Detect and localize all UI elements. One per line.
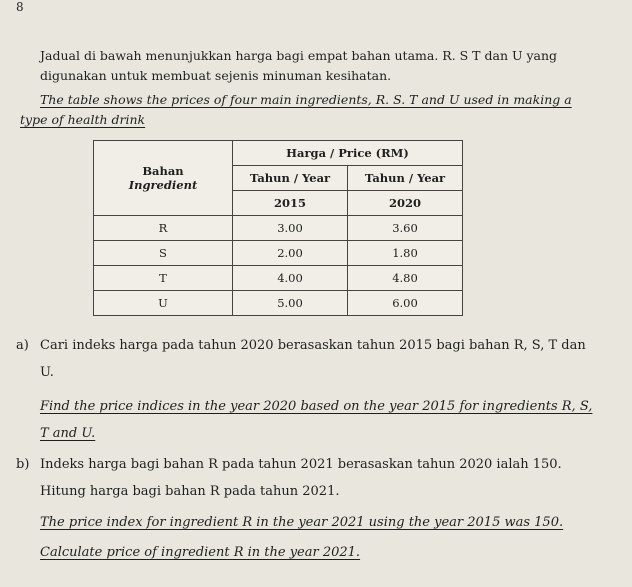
table-row <box>94 216 463 241</box>
table-row <box>94 241 463 266</box>
intro-malay-line2: digunakan untuk membuat sejenis minuman kesihatan. <box>40 68 392 83</box>
part-b-label: b) <box>16 457 30 472</box>
price-2015: 4.00 <box>233 266 348 291</box>
header-year2: Tahun / Year <box>348 166 463 191</box>
price-table <box>93 140 463 316</box>
ingredient-name: U <box>94 291 233 316</box>
year1-cell: 2015 <box>233 191 348 216</box>
part-b-malay-line2: Hitung harga bagi bahan R pada tahun 2021. <box>40 484 340 499</box>
price-2015: 3.00 <box>233 216 348 241</box>
header-ingredient-cell <box>94 141 233 216</box>
ingredient-name: R <box>94 216 233 241</box>
intro-english-line2: type of health drink <box>20 112 146 127</box>
price-2015: 5.00 <box>233 291 348 316</box>
ingredient-name: T <box>94 266 233 291</box>
header-year1: Tahun / Year <box>233 166 348 191</box>
part-b-english-line1: The price index for ingredient R in the year 2021 using the year 2015 was 150. <box>40 515 564 530</box>
table-header-row-1 <box>94 141 463 166</box>
part-a-malay-line2: U. <box>40 365 54 380</box>
part-a-malay-line1: Cari indeks harga pada tahun 2020 berasaskan tahun 2015 bagi bahan R, S, T dan <box>40 338 586 353</box>
price-2020: 4.80 <box>348 266 463 291</box>
intro-english-line1: The table shows the prices of four main ingredients, R. S. T and U used in making a <box>40 92 572 107</box>
part-b-malay-line1: Indeks harga bagi bahan R pada tahun 2021 berasaskan tahun 2020 ialah 150. <box>40 457 562 472</box>
header-price: Harga / Price (RM) <box>233 141 463 166</box>
header-ingredient: Ingredient <box>128 178 198 192</box>
header-bahan: Bahan <box>142 164 184 178</box>
ingredient-name: S <box>94 241 233 266</box>
part-a-english-line1: Find the price indices in the year 2020 based on the year 2015 for ingredients R, S, <box>40 399 593 414</box>
question-number: 8 <box>16 0 24 14</box>
price-2015: 2.00 <box>233 241 348 266</box>
table-row <box>94 291 463 316</box>
table-row <box>94 266 463 291</box>
part-a-label: a) <box>16 338 29 353</box>
part-b-english-line2: Calculate price of ingredient R in the year 2021. <box>40 545 361 560</box>
part-a-english-line2: T and U. <box>40 426 96 441</box>
price-2020: 6.00 <box>348 291 463 316</box>
price-2020: 1.80 <box>348 241 463 266</box>
year2-cell: 2020 <box>348 191 463 216</box>
price-2020: 3.60 <box>348 216 463 241</box>
intro-malay-line1: Jadual di bawah menunjukkan harga bagi empat bahan utama. R. S T dan U yang <box>40 48 558 63</box>
